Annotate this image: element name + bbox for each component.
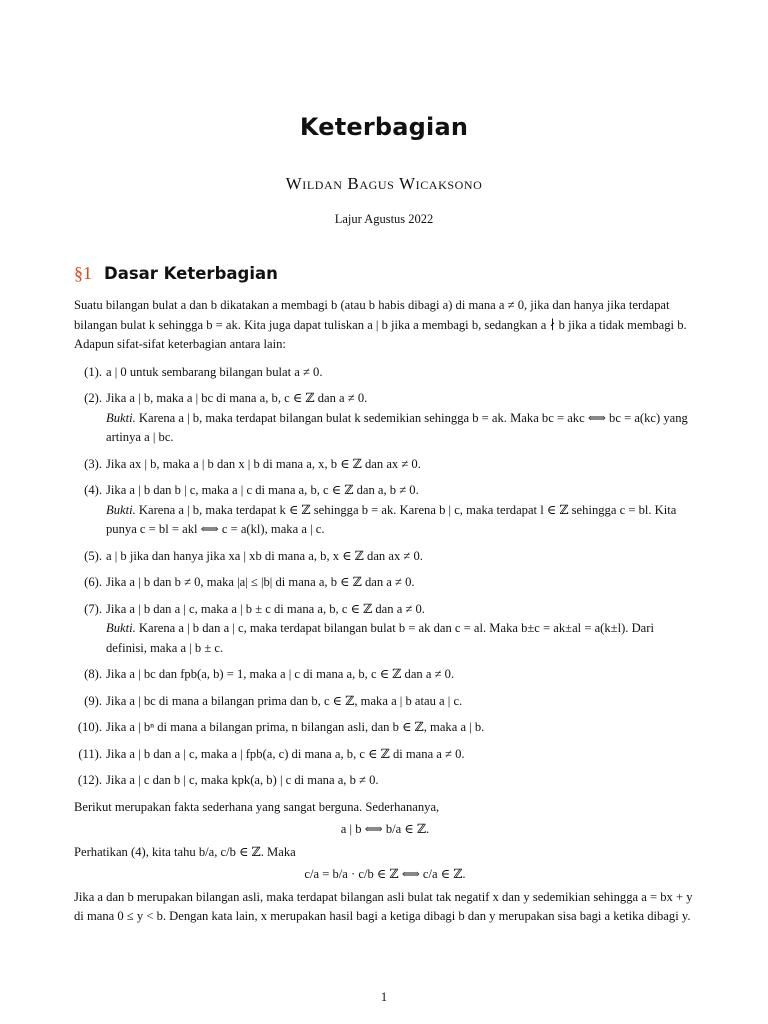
list-item xyxy=(74,771,696,791)
closing-paragraph: Jika a dan b merupakan bilangan asli, maka terdapat bilangan asli bulat tak negatif x dan y sedemikian sehingga a = bx + y di mana 0 ≤ y < b. Dengan kata lain, x merupakan hasil bagi a ketiga dibagi b dan y merupakan sisa bagi a ketika dibagi y. xyxy=(74,889,693,923)
item-label: (4). xyxy=(84,483,102,497)
item-label: (10). xyxy=(77,720,102,734)
document-date: Lajur Agustus 2022 xyxy=(334,212,434,226)
display-formula: c/a = b/a · c/b ∈ ℤ ⟺ c/a ∈ ℤ. xyxy=(304,867,466,881)
item-label: (12). xyxy=(77,773,102,787)
item-text: Jika a | bc dan fpb(a, b) = 1, maka a | c di mana a, b, c ∈ ℤ dan a ≠ 0. xyxy=(106,667,455,681)
item-text: Jika ax | b, maka a | b dan x | b di mana a, x, b ∈ ℤ dan ax ≠ 0. xyxy=(106,456,421,471)
proof-text: Karena a | b, maka terdapat k ∈ ℤ sehingga b = ak. Karena b | c, maka terdapat l ∈ ℤ sehingga c = bl. Kita punya c = bl = akl ⟺ c = a(kl), maka a | c. xyxy=(106,502,677,536)
list-item xyxy=(74,665,696,685)
list-item xyxy=(74,692,696,712)
item-text: Jika a | bⁿ di mana a bilangan prima, n bilangan asli, dan b ∈ ℤ, maka a | b. xyxy=(106,720,485,734)
display-formula: a | b ⟺ b/a ∈ ℤ. xyxy=(340,822,430,836)
item-label: (6). xyxy=(84,575,102,589)
item-text: Jika a | bc di mana a bilangan prima dan b, c ∈ ℤ, maka a | b atau a | c. xyxy=(106,693,463,708)
list-item xyxy=(74,547,696,567)
item-text: a | b jika dan hanya jika xa | xb di mana a, b, x ∈ ℤ dan ax ≠ 0. xyxy=(106,548,423,563)
item-label: (1). xyxy=(84,364,102,379)
list-item xyxy=(74,481,696,540)
item-text: Jika a | b dan b ≠ 0, maka |a| ≤ |b| di mana a, b ∈ ℤ dan a ≠ 0. xyxy=(106,575,415,589)
item-label: (5). xyxy=(84,548,102,563)
section-number: §1 xyxy=(74,263,92,283)
item-label: (2). xyxy=(84,391,102,405)
item-label: (7). xyxy=(84,601,102,616)
item-label: (11). xyxy=(78,746,102,761)
proof-label: Bukti. xyxy=(106,621,136,635)
intro-paragraph: Suatu bilangan bulat a dan b dikatakan a membagi b (atau b habis dibagi a) di mana a ≠ 0, jika dan hanya jika terdapat bilangan bulat k sehingga b = ak. Kita juga dapat tuliskan a | b jika a membagi b, sedangkan a ∤ b jika a tidak membagi b. Adapun sifat-sifat keterbagian antara lain: xyxy=(74,298,687,351)
list-item xyxy=(74,600,696,659)
author-name: Wildan Bagus Wicaksono xyxy=(285,174,483,193)
proof-text: Karena a | b, maka terdapat bilangan bulat k sedemikian sehingga b = ak. Maka bc = akc ⟺ bc = a(kc) yang artinya a | bc. xyxy=(106,410,688,444)
item-text: Jika a | c dan b | c, maka kpk(a, b) | c di mana a, b ≠ 0. xyxy=(106,773,379,787)
property-list xyxy=(74,363,696,791)
page-number: 1 xyxy=(380,990,388,1004)
section-heading xyxy=(74,264,278,284)
list-item xyxy=(74,718,696,738)
item-text: Jika a | b, maka a | bc di mana a, b, c ∈ ℤ dan a ≠ 0. xyxy=(106,391,368,405)
section-body xyxy=(74,296,696,927)
item-text: Jika a | b dan a | c, maka a | b ± c di mana a, b, c ∈ ℤ dan a ≠ 0. xyxy=(106,601,425,616)
item-label: (9). xyxy=(84,693,102,708)
proof-label: Bukti. xyxy=(106,502,136,517)
list-item xyxy=(74,389,696,448)
list-item xyxy=(74,745,696,765)
proof-label: Bukti. xyxy=(106,410,136,425)
list-item xyxy=(74,573,696,593)
list-item xyxy=(74,455,696,475)
note-paragraph: Perhatikan (4), kita tahu b/a, c/b ∈ ℤ. Maka xyxy=(74,844,296,859)
item-text: Jika a | b dan b | c, maka a | c di mana a, b, c ∈ ℤ dan a, b ≠ 0. xyxy=(106,483,419,497)
item-text: Jika a | b dan a | c, maka a | fpb(a, c) di mana a, b, c ∈ ℤ di mana a ≠ 0. xyxy=(106,746,465,761)
item-label: (8). xyxy=(84,667,102,681)
proof-text: Karena a | b dan a | c, maka terdapat bilangan bulat b = ak dan c = al. Maka b±c = ak±al = a(k±l). Dari definisi, maka a | b ± c. xyxy=(106,621,654,655)
list-item xyxy=(74,363,696,383)
document-title: Keterbagian xyxy=(299,113,469,141)
section-title: Dasar Keterbagian xyxy=(104,264,278,283)
item-label: (3). xyxy=(84,456,102,471)
fact-intro: Berikut merupakan fakta sederhana yang sangat berguna. Sederhananya, xyxy=(74,799,440,814)
item-text: a | 0 untuk sembarang bilangan bulat a ≠ 0. xyxy=(106,364,323,379)
